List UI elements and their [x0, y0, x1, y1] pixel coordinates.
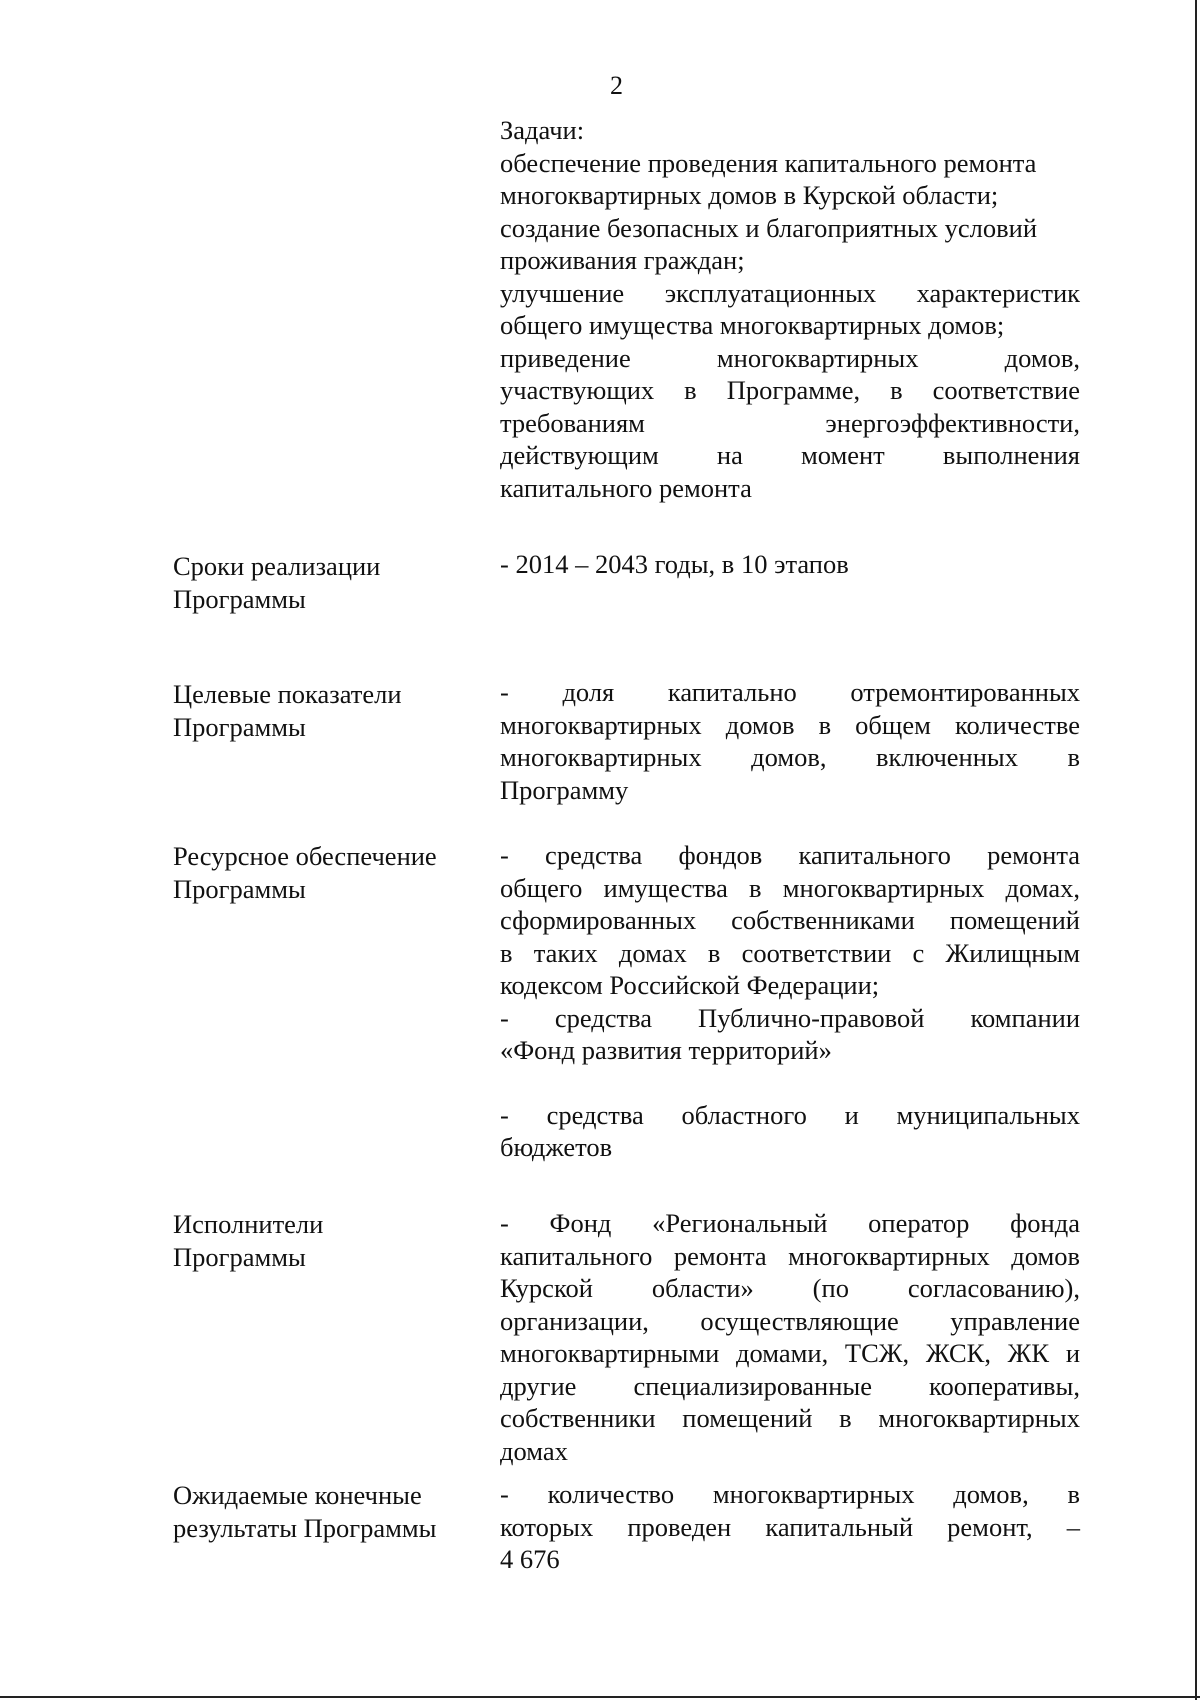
tasks-heading: Задачи: [500, 115, 585, 145]
text-line: общего имущества в многоквартирных домах, [500, 872, 1080, 903]
label-line: Исполнители [173, 1209, 324, 1239]
text-line: капитального ремонта многоквартирных домов [500, 1240, 1080, 1271]
text-line: - доля капитально отремонтированных [500, 677, 1080, 707]
text-line: бюджетов [500, 1132, 613, 1162]
row-label-executors [173, 1208, 473, 1273]
text-line: - Фонд «Региональный оператор фонда [500, 1208, 1080, 1238]
label-line: Программы [173, 711, 306, 742]
text-line: организации, осуществляющие управление [500, 1305, 1080, 1336]
text-line: приведение многоквартирных домов, [500, 342, 1080, 373]
blank-line [500, 1067, 1080, 1099]
page-number: 2 [610, 71, 623, 100]
text-line: обеспечение проведения капитального ремонта [500, 147, 1037, 178]
text-line: многоквартирных домов, включенных в [500, 742, 1080, 772]
text-line: 4 676 [500, 1544, 560, 1574]
text-line: многоквартирными домами, ТСЖ, ЖСК, ЖК и [500, 1338, 1080, 1368]
text-line: требованиям энергоэффективности, [500, 407, 1080, 438]
text-line: в таких домах в соответствии с Жилищным [500, 937, 1080, 968]
text-line: улучшение эксплуатационных характеристик [500, 277, 1080, 308]
label-line: Программы [173, 583, 306, 614]
text-line: - количество многоквартирных домов, в [500, 1479, 1080, 1509]
row-value-executors [500, 1207, 1080, 1467]
text-line: участвующих в Программе, в соответствие [500, 375, 1080, 405]
text-line: капитального ремонта [500, 472, 752, 503]
text-line: собственники помещений в многоквартирных [500, 1403, 1080, 1433]
text-line: «Фонд развития территорий» [500, 1035, 832, 1065]
label-line: Целевые показатели [173, 679, 402, 709]
label-line: Ожидаемые конечные [173, 1480, 422, 1510]
label-line: результаты Программы [173, 1512, 437, 1543]
label-line: Ресурсное обеспечение [173, 841, 437, 871]
text-line: - средства фондов капитального ремонта [500, 840, 1080, 870]
text-line: создание безопасных и благоприятных условий [500, 212, 1038, 243]
text-line: Курской области» (по согласованию), [500, 1273, 1080, 1303]
row-value-terms [500, 548, 1080, 581]
label-line: Сроки реализации [173, 551, 381, 581]
tasks-section [500, 114, 1080, 504]
text-line: другие специализированные кооперативы, [500, 1370, 1080, 1401]
text-line: Программу [500, 774, 629, 805]
text-line: - средства областного и муниципальных [500, 1099, 1080, 1130]
label-line: Программы [173, 873, 306, 904]
row-label-target-indicators [173, 678, 473, 743]
row-label-resources [173, 840, 473, 905]
text-line: кодексом Российской Федерации; [500, 970, 880, 1000]
text-line: действующим на момент выполнения [500, 440, 1080, 470]
text-line: которых проведен капитальный ремонт, – [500, 1511, 1080, 1542]
text-line: домах [500, 1435, 568, 1466]
label-line: Программы [173, 1241, 306, 1272]
page-edge-line-right [1195, 0, 1197, 1700]
text-line: сформированных собственниками помещений [500, 905, 1080, 935]
text-line: многоквартирных домов в общем количестве [500, 709, 1080, 740]
row-value-target-indicators [500, 676, 1080, 806]
text-line: - 2014 – 2043 годы, в 10 этапов [500, 549, 849, 579]
row-label-terms [173, 550, 473, 615]
row-value-resources [500, 839, 1080, 1164]
text-line: - средства Публично-правовой компании [500, 1002, 1080, 1033]
text-line: проживания граждан; [500, 245, 745, 275]
page-edge-line-bottom [0, 1696, 1200, 1698]
text-line: общего имущества многоквартирных домов; [500, 310, 1005, 340]
row-label-expected-results [173, 1479, 473, 1544]
row-value-expected-results [500, 1478, 1080, 1576]
tasks-list [500, 147, 1080, 505]
text-line: многоквартирных домов в Курской области; [500, 180, 999, 210]
